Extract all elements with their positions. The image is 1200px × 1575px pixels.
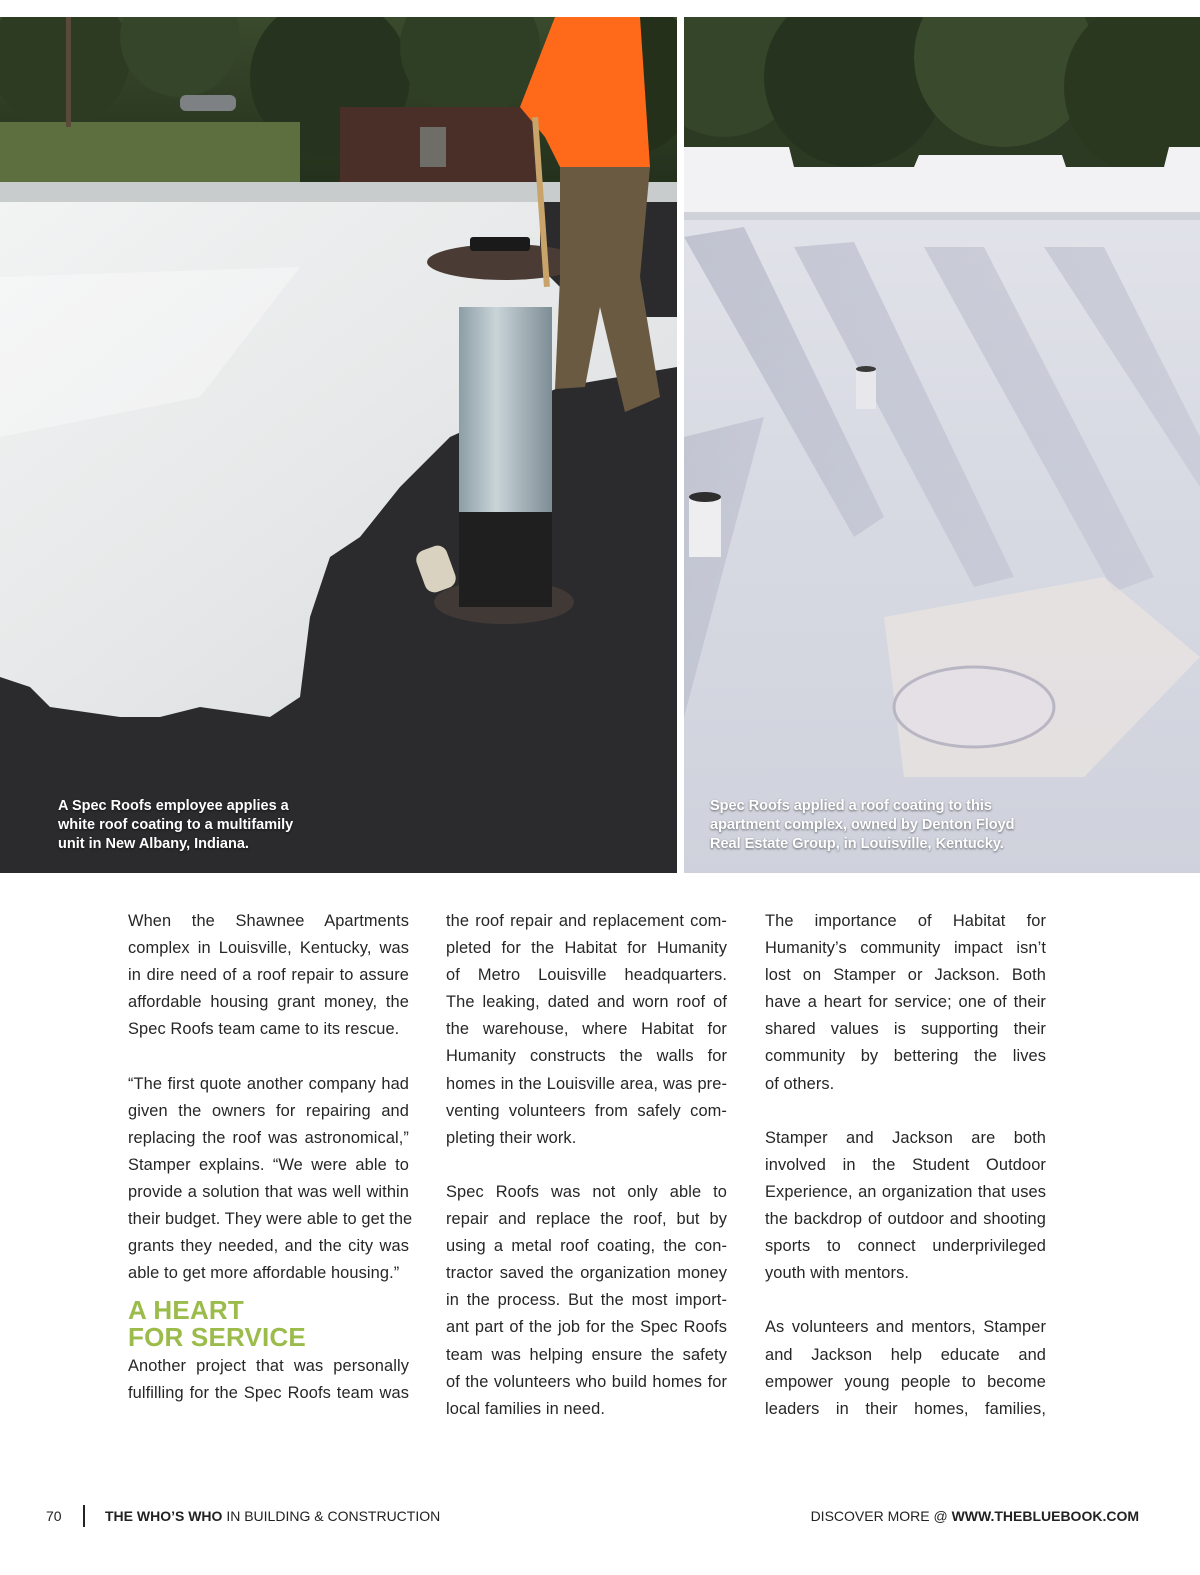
text-line: fulfilling for the Spec Roofs team was bbox=[128, 1384, 409, 1403]
text-line: their budget. They were able to get the bbox=[128, 1210, 413, 1229]
text-line: using a metal roof coating, the con- bbox=[446, 1237, 727, 1256]
text-line: The importance of Habitat for bbox=[765, 912, 1046, 930]
text-line: the backdrop of outdoor and shooting bbox=[765, 1210, 1046, 1229]
caption-line: Spec Roofs applied a roof coating to this bbox=[710, 798, 992, 814]
text-line: When the Shawnee Apartments bbox=[128, 912, 409, 930]
text-line: Spec Roofs team came to its rescue. bbox=[128, 1020, 400, 1039]
text-line: the roof repair and replacement com- bbox=[446, 912, 727, 930]
caption-line: unit in New Albany, Indiana. bbox=[58, 836, 249, 852]
paragraph-another-project bbox=[128, 1353, 409, 1407]
text-line: pleted for the Habitat for Humanity bbox=[446, 939, 727, 958]
text-line: in dire need of a roof repair to assure bbox=[128, 966, 409, 985]
caption-line: Real Estate Group, in Louisville, Kentucky. bbox=[710, 836, 1004, 852]
text-line: The leaking, dated and worn roof of bbox=[446, 993, 727, 1012]
text-line: team was helping ensure the safety bbox=[446, 1345, 727, 1364]
text-line: Humanity constructs the walls for bbox=[446, 1047, 727, 1066]
text-line: ant part of the job for the Spec Roofs bbox=[446, 1318, 727, 1337]
caption-line: apartment complex, owned by Denton Floyd bbox=[710, 817, 1015, 833]
text-line: sports to connect underprivileged bbox=[765, 1237, 1046, 1256]
paragraph-quote bbox=[128, 1071, 413, 1288]
text-line: community by bettering the lives bbox=[765, 1047, 1046, 1066]
text-line: “The first quote another company had bbox=[128, 1074, 409, 1093]
text-line: Another project that was personally bbox=[128, 1357, 409, 1376]
text-line: of others. bbox=[765, 1074, 835, 1093]
publication-name bbox=[105, 1508, 440, 1524]
text-line: venting volunteers from safely com- bbox=[446, 1101, 727, 1120]
photo-illustration-left bbox=[0, 17, 677, 873]
publication-name-rest: IN BUILDING & CONSTRUCTION bbox=[222, 1508, 441, 1524]
discover-prefix: DISCOVER MORE @ bbox=[810, 1508, 952, 1524]
text-line: of Metro Louisville headquarters. bbox=[446, 966, 727, 985]
caption-line: A Spec Roofs employee applies a bbox=[58, 798, 289, 814]
text-line: tractor saved the organization money bbox=[446, 1264, 727, 1283]
text-line: the warehouse, where Habitat for bbox=[446, 1020, 727, 1039]
text-line: Stamper and Jackson are both bbox=[765, 1128, 1046, 1147]
page-number: 70 bbox=[46, 1508, 62, 1524]
text-line: pleting their work. bbox=[446, 1128, 577, 1147]
paragraph-shawnee bbox=[128, 908, 409, 1043]
text-line: of the volunteers who build homes for bbox=[446, 1372, 727, 1391]
footer-divider bbox=[83, 1505, 85, 1527]
roof-coating-photo-louisville bbox=[684, 17, 1200, 873]
text-line: in the process. But the most import- bbox=[446, 1291, 727, 1310]
text-line: As volunteers and mentors, Stamper bbox=[765, 1318, 1046, 1337]
photo-illustration-right bbox=[684, 17, 1200, 873]
text-line: lost on Stamper or Jackson. Both bbox=[765, 966, 1046, 985]
text-line: involved in the Student Outdoor bbox=[765, 1155, 1046, 1174]
paragraph-student-outdoor bbox=[765, 1125, 1046, 1288]
text-line: local families in need. bbox=[446, 1399, 606, 1418]
caption-line: white roof coating to a multifamily bbox=[58, 817, 294, 833]
heading-line: A HEART bbox=[128, 1295, 244, 1326]
paragraph-mentors bbox=[765, 1314, 1046, 1422]
text-line: Stamper explains. “We were able to bbox=[128, 1155, 409, 1174]
paragraph-metal-coating bbox=[446, 1179, 727, 1423]
section-heading bbox=[128, 1297, 409, 1351]
page-footer bbox=[0, 1504, 1200, 1530]
photo-caption-right bbox=[710, 797, 1015, 854]
text-line: shared values is supporting their bbox=[765, 1020, 1046, 1039]
text-line: have a heart for service; one of their bbox=[765, 993, 1046, 1012]
website-link[interactable]: WWW.THEBLUEBOOK.COM bbox=[951, 1508, 1139, 1524]
publication-name-bold: THE WHO’S WHO bbox=[105, 1508, 223, 1524]
article-column-1 bbox=[128, 908, 413, 1408]
text-line: able to get more affordable housing.” bbox=[128, 1264, 400, 1283]
text-line: empower young people to become bbox=[765, 1372, 1046, 1391]
text-line: Humanity’s community impact isn’t bbox=[765, 939, 1046, 958]
discover-more bbox=[811, 1508, 1139, 1524]
text-line: repair and replace the roof, but by bbox=[446, 1210, 727, 1229]
text-line: replacing the roof was astronomical,” bbox=[128, 1128, 409, 1147]
text-line: homes in the Louisville area, was pre- bbox=[446, 1074, 727, 1093]
text-line: given the owners for repairing and bbox=[128, 1101, 409, 1120]
text-line: provide a solution that was well within bbox=[128, 1182, 409, 1201]
text-line: affordable housing grant money, the bbox=[128, 993, 409, 1012]
text-line: complex in Louisville, Kentucky, was bbox=[128, 939, 409, 958]
paragraph-habitat-roof bbox=[446, 908, 727, 1152]
text-line: grants they needed, and the city was bbox=[128, 1237, 409, 1256]
article-column-2 bbox=[446, 908, 727, 1423]
text-line: leaders in their homes, families, bbox=[765, 1399, 1046, 1418]
text-line: Experience, an organization that uses bbox=[765, 1182, 1046, 1201]
text-line: Spec Roofs was not only able to bbox=[446, 1182, 727, 1201]
paragraph-community-impact bbox=[765, 908, 1046, 1098]
roof-coating-photo-new-albany bbox=[0, 17, 677, 873]
heading-line: FOR SERVICE bbox=[128, 1322, 306, 1353]
article-column-3 bbox=[765, 908, 1046, 1423]
text-line: youth with mentors. bbox=[765, 1264, 910, 1283]
photo-caption-left bbox=[58, 797, 293, 854]
text-line: and Jackson help educate and bbox=[765, 1345, 1046, 1364]
